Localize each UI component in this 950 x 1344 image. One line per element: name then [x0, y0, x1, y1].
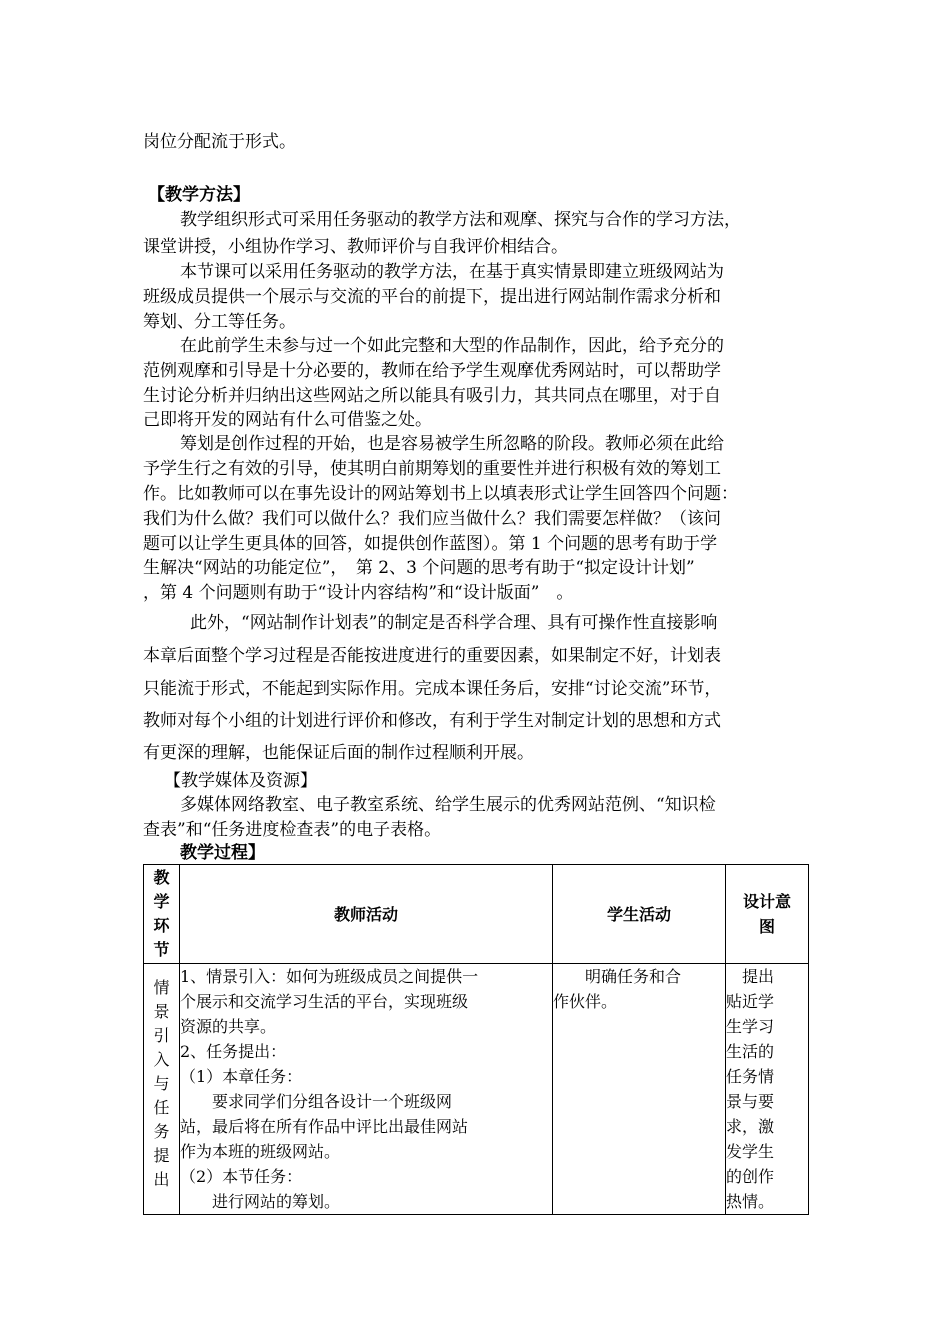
- process-heading: 教学过程】: [180, 843, 265, 863]
- stage-cell: [144, 964, 180, 1215]
- methods-para5-line: 只能流于形式，不能起到实际作用。完成本课任务后，安排“讨论交流”环节，: [143, 679, 722, 699]
- media-para-line: 多媒体网络教室、电子教室系统、给学生展示的优秀网站范例、“知识检: [180, 795, 716, 815]
- stage-char: 提: [153, 1146, 170, 1165]
- methods-para4-line: 筹划是创作过程的开始，也是容易被学生所忽略的阶段。教师必须在此给: [180, 434, 724, 454]
- stage-char: 任: [153, 1098, 170, 1117]
- design-intent-line: 的创作: [726, 1167, 775, 1186]
- teacher-activity-line: （2）本节任务：: [180, 1167, 303, 1186]
- methods-para5-line: 有更深的理解，也能保证后面的制作过程顺利开展。: [143, 743, 534, 763]
- teacher-activity-line: 个展示和交流学习生活的平台，实现班级: [180, 992, 469, 1011]
- header-stage: [144, 865, 180, 964]
- methods-heading: 【教学方法】: [148, 185, 250, 205]
- header-design-line: 图: [758, 917, 775, 936]
- design-intent-line: 生活的: [726, 1042, 775, 1061]
- methods-para3-line: 己即将开发的网站有什么可借鉴之处。: [143, 410, 432, 430]
- media-heading: 【教学媒体及资源】: [164, 771, 317, 791]
- methods-para4-line: 我们为什么做？我们可以做什么？我们应当做什么？我们需要怎样做？（该问: [143, 509, 721, 529]
- stage-char: 出: [153, 1170, 170, 1189]
- methods-para4-line: 生解决“网站的功能定位”， 第 2、3 个问题的思考有助于“拟定设计计划”: [143, 558, 695, 578]
- teacher-activity-cell: [180, 964, 553, 1215]
- teacher-activity-line: （1）本章任务：: [180, 1067, 303, 1086]
- methods-para5-line: 教师对每个小组的计划进行评价和修改，有利于学生对制定计划的思想和方式: [143, 711, 721, 731]
- methods-para4-line: 予学生行之有效的引导，使其明白前期筹划的重要性并进行积极有效的筹划工: [143, 459, 721, 479]
- methods-para1-line: 教学组织形式可采用任务驱动的教学方法和观摩、探究与合作的学习方法，: [180, 210, 741, 230]
- student-activity-line: 明确任务和合: [553, 967, 682, 986]
- design-intent-line: 任务情: [726, 1067, 775, 1086]
- methods-para2-line: 本节课可以采用任务驱动的教学方法，在基于真实情景即建立班级网站为: [180, 262, 724, 282]
- teacher-activity-line: 进行网站的筹划。: [180, 1192, 341, 1211]
- methods-para2-line: 班级成员提供一个展示与交流的平台的前提下，提出进行网站制作需求分析和: [143, 287, 721, 307]
- teacher-activity-line: 作为本班的班级网站。: [180, 1142, 341, 1161]
- teacher-activity-line: 要求同学们分组各设计一个班级网: [180, 1092, 453, 1111]
- student-activity-line: 作伙伴。: [553, 992, 618, 1011]
- methods-para3-line: 在此前学生未参与过一个如此完整和大型的作品制作，因此，给予充分的: [180, 336, 724, 356]
- teacher-activity-line: 站，最后将在所有作品中评比出最佳网站: [180, 1117, 469, 1136]
- header-stage-char: 环: [153, 916, 170, 935]
- methods-para3-line: 生讨论分析并归纳出这些网站之所以能具有吸引力，其共同点在哪里，对于自: [143, 386, 721, 406]
- table-row: [144, 964, 809, 1215]
- design-intent-line: 景与要: [726, 1092, 775, 1111]
- header-design-intent: [726, 865, 809, 964]
- stage-char: 景: [153, 1002, 170, 1021]
- header-student-activity: 学生活动: [553, 865, 726, 964]
- methods-para3-line: 范例观摩和引导是十分必要的，教师在给予学生观摩优秀网站时，可以帮助学: [143, 361, 721, 381]
- methods-para5-line: 此外，“网站制作计划表”的制定是否科学合理、具有可操作性直接影响: [190, 613, 718, 633]
- stage-char: 务: [153, 1122, 170, 1141]
- methods-para5-line: 本章后面整个学习过程是否能按进度进行的重要因素，如果制定不好，计划表: [143, 646, 721, 666]
- design-intent-line: 贴近学: [726, 992, 775, 1011]
- methods-para4-line: 作。比如教师可以在事先设计的网站筹划书上以填表形式让学生回答四个问题：: [143, 484, 738, 504]
- design-intent-line: 发学生: [726, 1142, 775, 1161]
- header-teacher-activity: 教师活动: [180, 865, 553, 964]
- methods-para2-line: 筹划、分工等任务。: [143, 312, 296, 332]
- teaching-process-table: [143, 864, 809, 1215]
- teacher-activity-line: 1、情景引入：如何为班级成员之间提供一: [180, 967, 479, 986]
- table-header-row: [144, 865, 809, 964]
- student-activity-cell: [553, 964, 726, 1215]
- design-intent-line: 求，激: [726, 1117, 775, 1136]
- methods-para4-line: 题可以让学生更具体的回答，如提供创作蓝图）。第 1 个问题的思考有助于学: [143, 534, 718, 554]
- intro-tail-text: 岗位分配流于形式。: [143, 132, 296, 152]
- stage-char: 与: [153, 1074, 170, 1093]
- design-intent-line: 热情。: [726, 1192, 775, 1211]
- stage-char: 引: [153, 1026, 170, 1045]
- design-intent-line: 生学习: [726, 1017, 775, 1036]
- design-intent-line: 提出: [726, 967, 775, 986]
- header-stage-char: 教: [153, 868, 170, 887]
- teacher-activity-line: 资源的共享。: [180, 1017, 277, 1036]
- stage-char: 入: [153, 1050, 170, 1069]
- header-stage-char: 学: [153, 892, 170, 911]
- header-design-line: 设计意: [742, 892, 791, 911]
- teacher-activity-line: 2、任务提出：: [180, 1042, 287, 1061]
- design-intent-cell: [726, 964, 809, 1215]
- stage-char: 情: [153, 978, 170, 997]
- header-stage-char: 节: [153, 940, 170, 959]
- methods-para1-line: 课堂讲授，小组协作学习、教师评价与自我评价相结合。: [143, 237, 568, 257]
- media-para-line: 查表”和“任务进度检查表”的电子表格。: [143, 820, 442, 840]
- methods-para4-line: ，第 4 个问题则有助于“设计内容结构”和“设计版面” 。: [143, 583, 574, 603]
